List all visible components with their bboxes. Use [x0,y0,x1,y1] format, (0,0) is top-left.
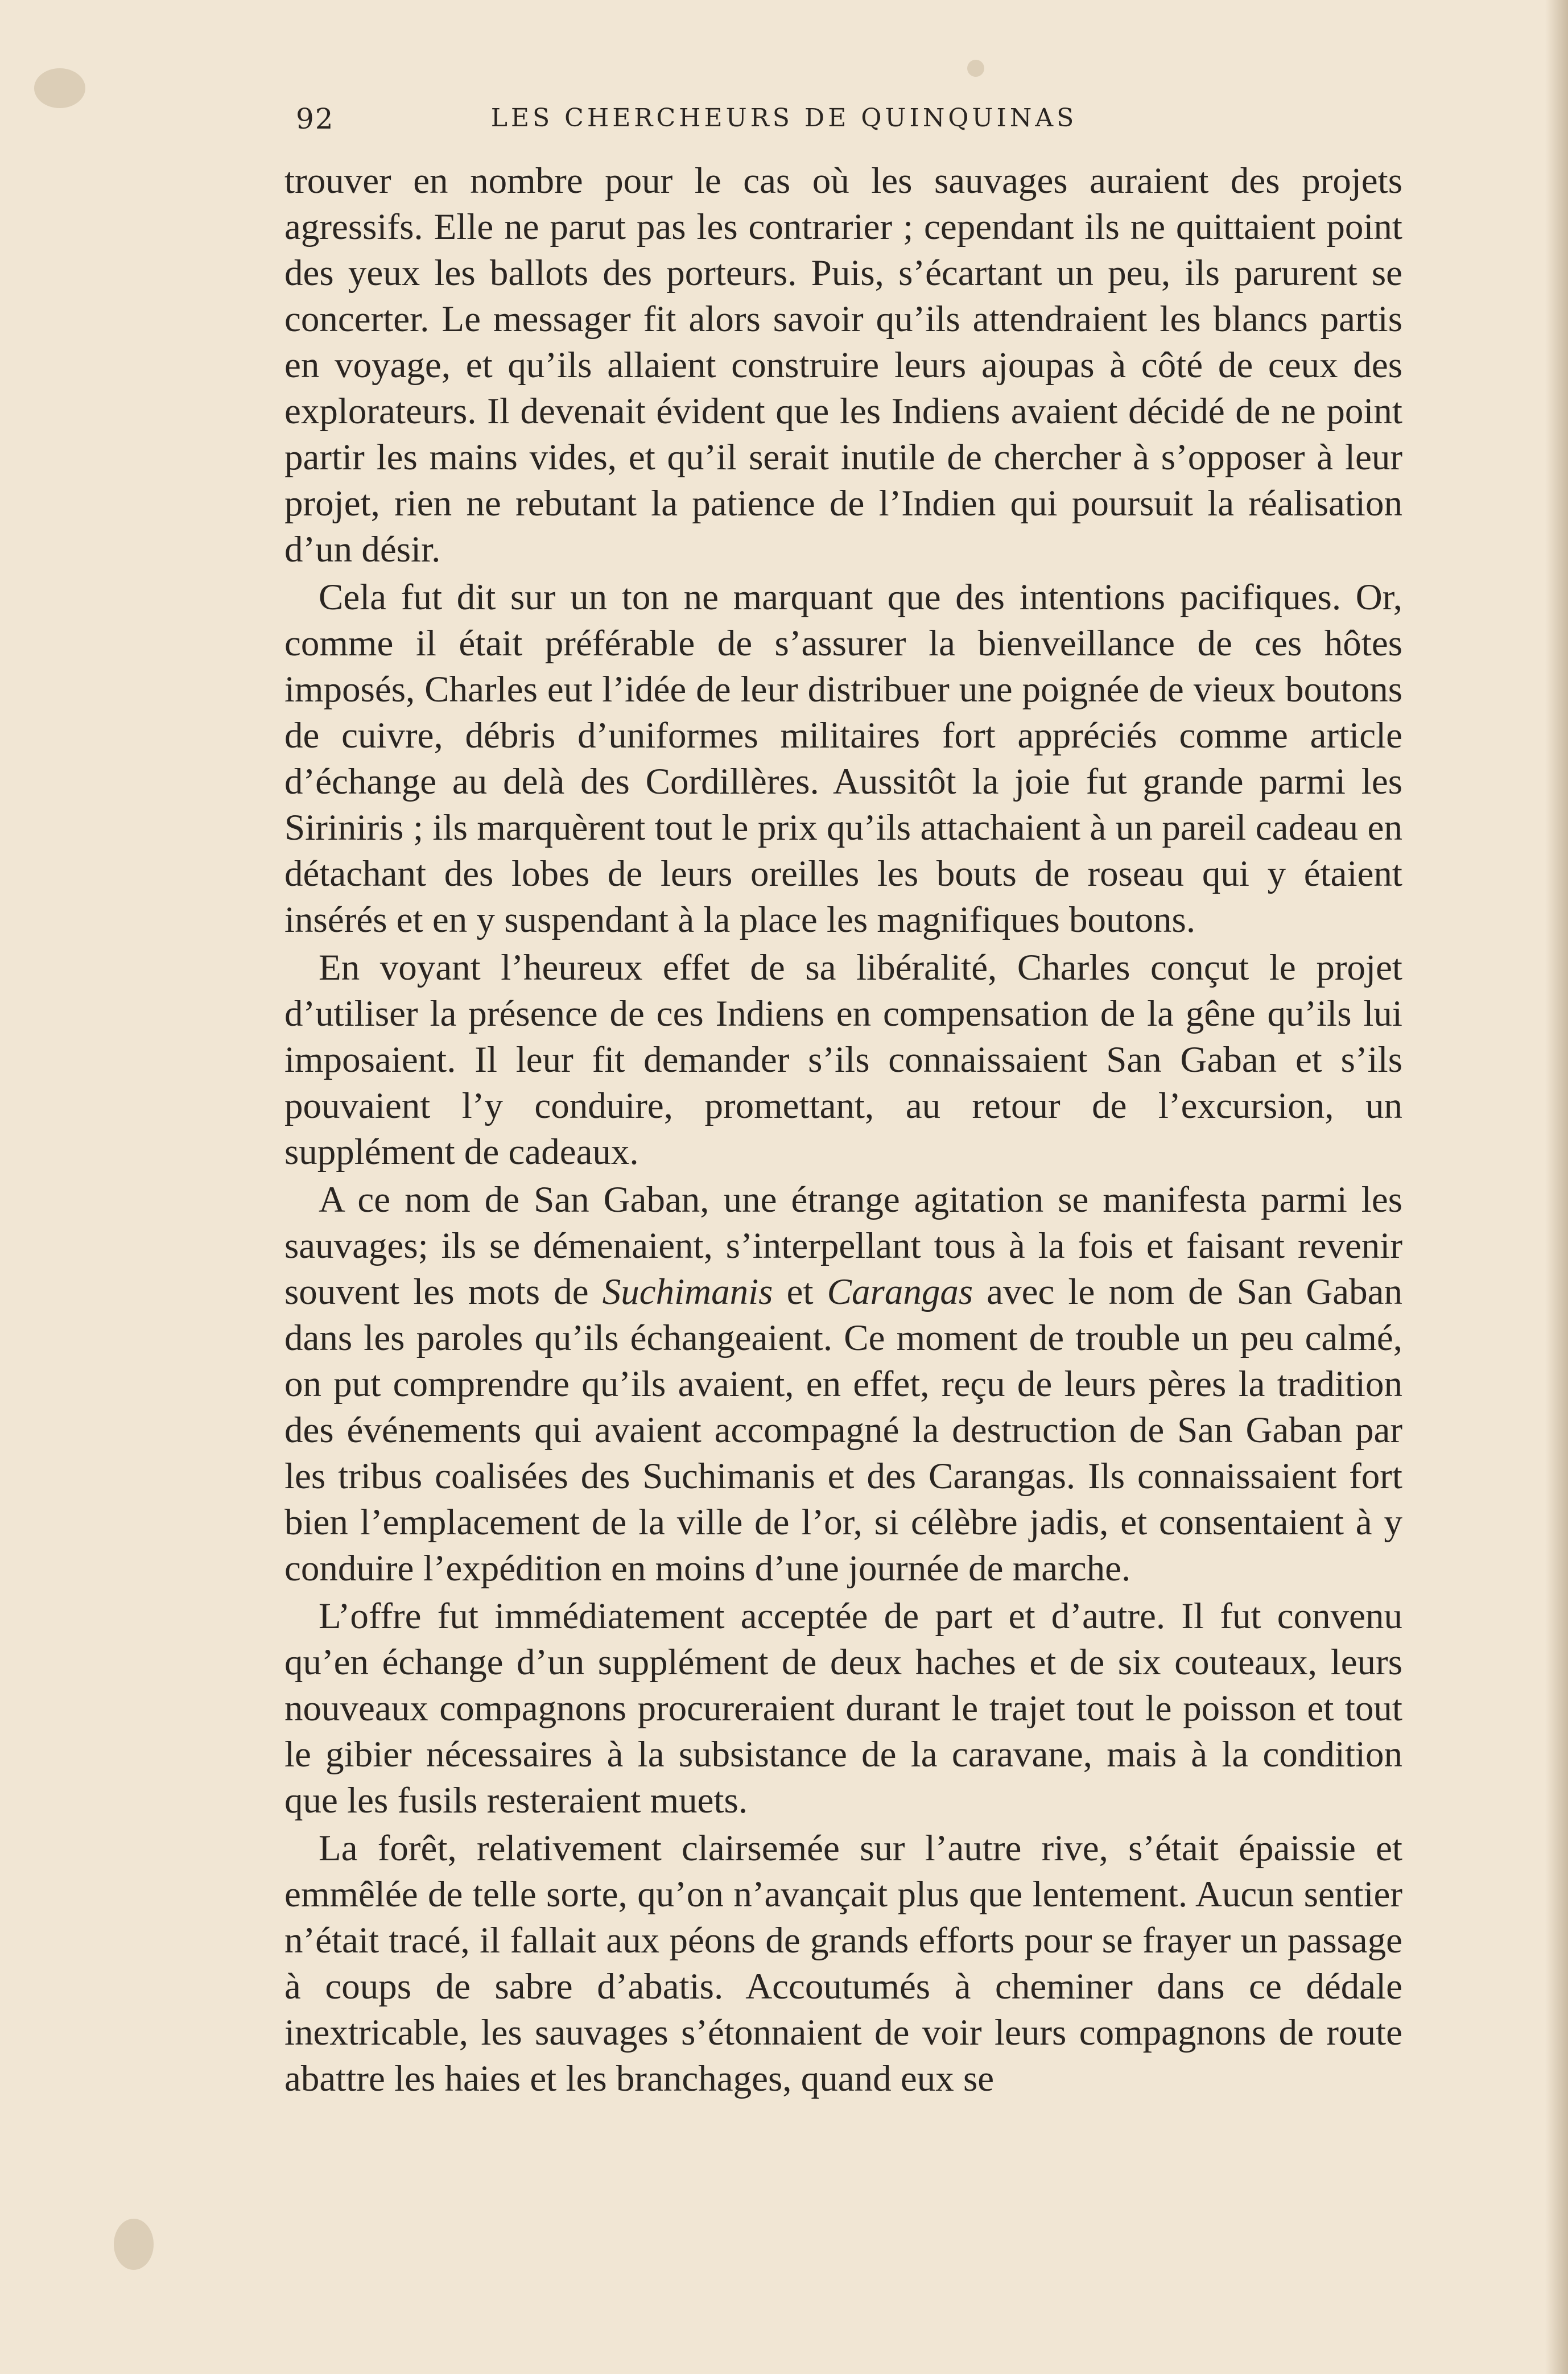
page-header [0,97,1568,148]
page-number: 92 [296,102,335,135]
italic-term: Suchimanis [602,1271,773,1312]
paragraph: Cela fut dit sur un ton ne marquant que des intentions pacifiques. Or, comme il était préférable de s’assurer la bienveillance de ces hôtes imposés, Charles eut l’idée de leur distribuer une poignée de vieux boutons de cuivre, débris d’uniformes militaires fort appréciés comme article d’échange au delà des Cordillères. Aussitôt la joie fut grande parmi les Siriniris ; ils marquèrent tout le prix qu’ils attachaient à un pareil cadeau en détachant des lobes de leurs oreilles les bouts de roseau qui y étaient insérés et en y suspendant à la place les magnifiques boutons. [284,577,1402,940]
paragraph: La forêt, relativement clairsemée sur l’autre rive, s’était épaissie et emmêlée de telle sorte, qu’on n’avançait plus que lentement. Aucun sentier n’était tracé, il fallait aux péons de grands efforts pour se frayer un passage à coups de sabre d’abatis. Accoutumés à cheminer dans ce dédale inextricable, les sauvages s’étonnaient de voir leurs compagnons de route abattre les haies et les branchages, quand eux se [284,1828,1402,2099]
paragraph: L’offre fut immédiatement acceptée de part et d’autre. Il fut convenu qu’en échange d’un supplément de deux haches et de six couteaux, leurs nouveaux compagnons procureraient durant le trajet tout le poisson et tout le gibier nécessaires à la subsistance de la caravane, mais à la condition que les fusils resteraient muets. [284,1596,1402,1821]
paragraph [284,1177,1402,1592]
paragraph: En voyant l’heureux effet de sa libéralité, Charles conçut le projet d’utiliser la présence de ces Indiens en compensation de la gêne qu’ils lui imposaient. Il leur fit demander s’ils connaissaient San Gaban et s’ils pouvaient l’y conduire, promettant, au retour de l’excursion, un supplément de cadeaux. [284,947,1402,1172]
paper-stain [114,2219,154,2270]
running-head: LES CHERCHEURS DE QUINQUINAS [490,104,1078,133]
paragraph-text: A ce nom de San Gaban, une étrange agitation se manifesta parmi les sauvages; ils se démenaient, s’interpellant tous à la fois et faisant revenir souvent les mots de [284,1179,1402,1312]
body-text [284,158,1402,2102]
italic-term: Carangas [827,1271,973,1312]
paragraph: trouver en nombre pour le cas où les sauvages auraient des projets agressifs. Elle ne parut pas les contrarier ; cependant ils ne quittaient point des yeux les ballots des porteurs. Puis, s’écartant un peu, ils parurent se concerter. Le messager fit alors savoir qu’ils attendraient les blancs partis en voyage, et qu’ils allaient construire leurs ajoupas à côté de ceux des explorateurs. Il devenait évident que les Indiens avaient décidé de ne point partir les mains vides, et qu’il serait inutile de chercher à s’opposer à leur projet, rien ne rebutant la patience de l’Indien qui poursuit la réalisation d’un désir. [284,160,1402,570]
paragraph-text: et [773,1271,827,1312]
paragraph-text: avec le nom de San Gaban dans les paroles qu’ils échangeaient. Ce moment de trouble un peu calmé, on put comprendre qu’ils avaient, en effet, reçu de leurs pères la tradition des événements qui avaient accompagné la destruction de San Gaban par les tribus coalisées des Suchimanis et des Carangas. Ils connaissaient fort bien l’emplacement de la ville de l’or, si célèbre jadis, et consentaient à y conduire l’expédition en moins d’une journée de marche. [284,1271,1402,1589]
paper-stain [967,60,984,77]
page-edge-shadow [1545,0,1568,2374]
